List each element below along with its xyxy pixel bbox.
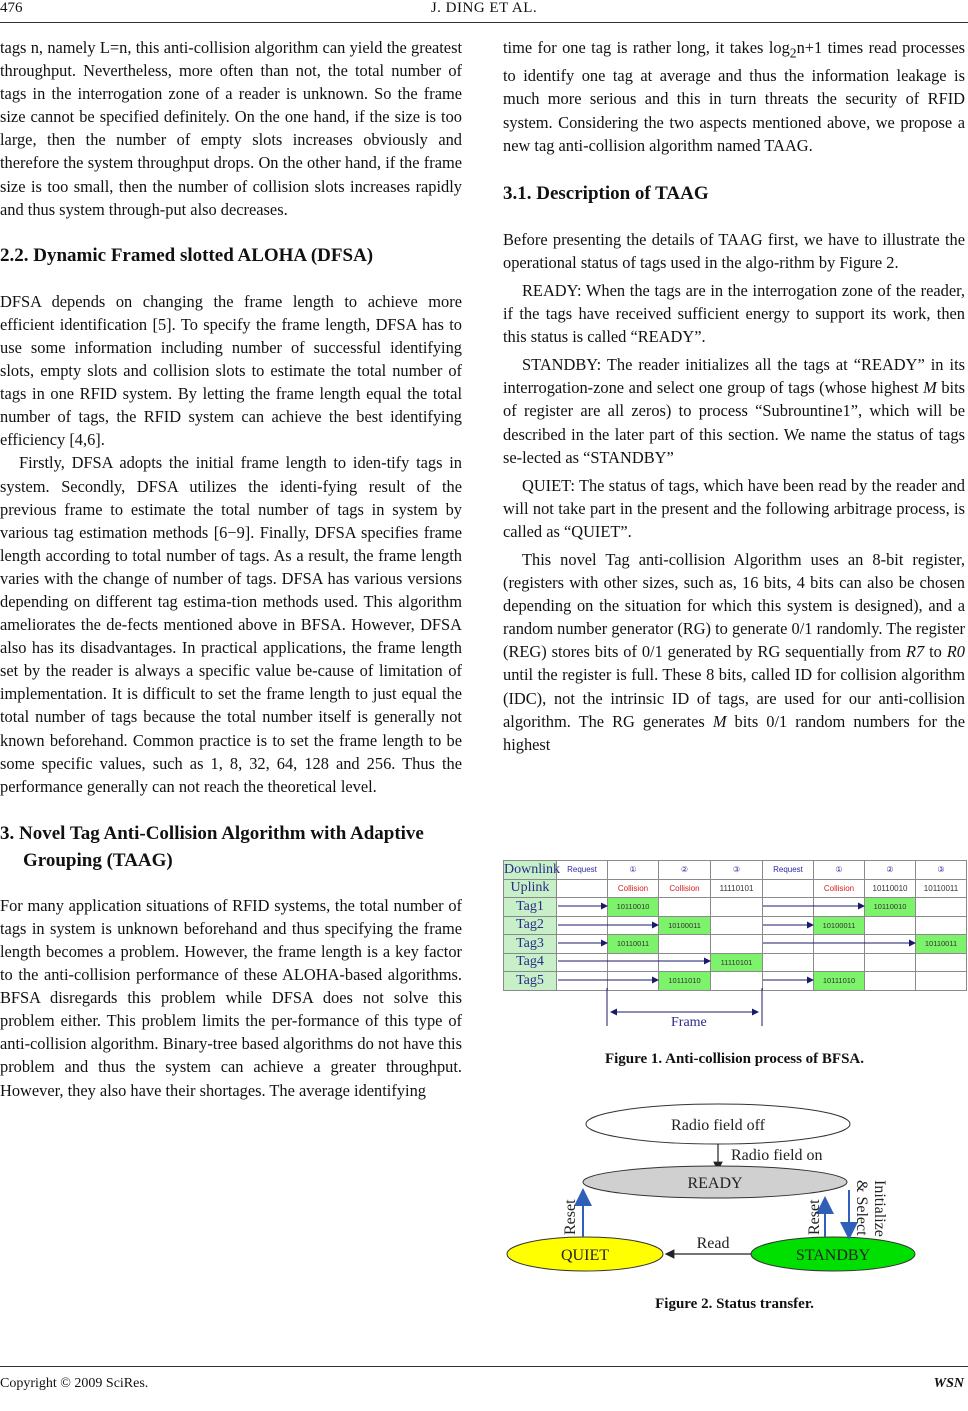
table-cell: ② [659, 861, 711, 880]
paragraph-dfsa-2: Firstly, DFSA adopts the initial frame length to iden-tify tags in system. Secondly, DFSA utilizes the identi-fying result of the previous frame to estimate the total number of tags in system by various tag estimation methods [6−9]. Finally, DFSA specifies frame length according to total number of tags. As a result, the frame length varies with the change of number of tags. DFSA has various versions depending on different tag estima-tion methods used. This algorithm ameliorates the de-fects mentioned above in BFSA. However, DFSA also has its disadvantages. In practical applications, the frame length set by the reader is always a specific value be-cause of limitation of implementation. It is difficult to set the frame length to just equal the total number of tags because the total number itself is generally not known beforehand. Common practice is to set the frame length to be some specific values, such as 1, 8, 32, 64, 128 and 256. Thus the performance generally can not reach the theoretical level. [0, 453, 462, 796]
table-cell: 10111010 [814, 972, 865, 991]
table-cell: 11110101 [711, 879, 763, 898]
reset-label-right: Reset [806, 1199, 823, 1235]
paragraph-quiet: QUIET: The status of tags, which have been read by the reader and will not take part in the present and the following arbitrage process, is called as “QUIET”. [503, 475, 965, 541]
table-cell: 10110010 [608, 898, 659, 917]
table-cell: 10100011 [814, 916, 865, 935]
paragraph-section-3: For many application situations of RFID systems, the total number of tags in system is unknown beforehand and thus specifying the frame length becomes a problem. However, the frame length is a key factor to the anti-collision performance of these ALOHA-based algorithms. BFSA disregards this problem while DFSA does not solve this problem either. This problem limits the per-formance of this type of anti-collision algorithm. Binary-tree based algorithms do not have this problem and thus the system can achieve a greater throughput. However, they also have their shortages. The average identifying [0, 895, 462, 1100]
row-label: Tag1 [504, 898, 557, 917]
journal-name: WSN [933, 1376, 964, 1391]
select-label: & Select [853, 1180, 870, 1236]
row-label: Uplink [504, 879, 557, 898]
heading-2-2: 2.2. Dynamic Framed slotted ALOHA (DFSA) [0, 244, 374, 266]
paragraph-3-1: Before presenting the details of TAAG first, we have to illustrate the operational status of tags used in the algo-rithm by Figure 2. [503, 229, 965, 272]
row-label: Tag2 [504, 916, 557, 935]
text-run: time for one tag is rather long, it takes log [503, 38, 790, 57]
row-label: Tag4 [504, 953, 557, 972]
initialize-label: Initialize [871, 1180, 888, 1237]
table-cell: ② [865, 861, 916, 880]
text-run: until the register is full. These 8 bits, called ID for collision algorithm (IDC), not the intrinsic ID of tags, are used for our anti-collision algorithm. The RG generates [503, 665, 965, 731]
table-cell: 10100011 [659, 916, 711, 935]
heading-3: 3. Novel Tag Anti-Collision Algorithm with Adaptive Grouping (TAAG) [0, 822, 424, 871]
radio-on-label: Radio field on [731, 1147, 823, 1164]
italic-run: M [712, 711, 727, 731]
table-cell: Collision [608, 879, 659, 898]
text-run: STANDBY: The reader initializes all the tags at “READY” in its interrogation-zone and select one group of tags (whose highest [503, 355, 965, 398]
left-column [0, 36, 462, 1102]
figure-2-caption: Figure 2. Status transfer. [655, 1296, 814, 1312]
read-label: Read [696, 1235, 730, 1252]
subscript: 2 [789, 45, 797, 61]
header-rule [0, 22, 968, 23]
table-cell: Request [763, 861, 814, 880]
ready-label: READY [687, 1175, 743, 1192]
table-cell: 11110101 [711, 953, 763, 972]
running-authors: J. DING ET AL. [430, 0, 538, 16]
table-cell: ① [608, 861, 659, 880]
table-cell: ① [814, 861, 865, 880]
frame-label: Frame [671, 1015, 707, 1030]
table-cell: 10110011 [916, 935, 967, 954]
copyright: Copyright © 2009 SciRes. [0, 1376, 149, 1391]
row-label: Downlink [504, 861, 557, 880]
paragraph-continued [503, 36, 965, 157]
table-cell: Collision [814, 879, 865, 898]
table-cell: ③ [916, 861, 967, 880]
frame-arrows-overlay [503, 860, 966, 1038]
table-cell: 10110011 [608, 935, 659, 954]
page-header [0, 0, 968, 24]
paragraph-dfsa-1: DFSA depends on changing the frame length to achieve more efficient identification [5]. To specify the frame length, DFSA has to use some information including number of successful identifying slots, empty slots and collision slots to estimate the total number of tags in one RFID system. By letting the frame length equal the total number of tags, the RFID system can achieve the best identifying efficiency [4,6]. [0, 291, 462, 450]
text-run: bits of register are all zeros) to process “Subrountine1”, which will be described in the later part of this section. We name the status of tags se-lected as “STANDBY” [503, 378, 965, 467]
status-transfer-svg [503, 1100, 966, 1280]
italic-run: M [923, 378, 937, 398]
table-cell: Collision [659, 879, 711, 898]
page-number: 476 [0, 0, 23, 16]
table-cell: ③ [711, 861, 763, 880]
figure-1-caption: Figure 1. Anti-collision process of BFSA. [604, 1051, 865, 1067]
heading-3-1: 3.1. Description of TAAG [503, 182, 709, 204]
table-cell: 10110010 [865, 879, 916, 898]
row-label: Tag5 [504, 972, 557, 991]
paragraph-ready: READY: When the tags are in the interrogation zone of the reader, if the tags have received sufficient energy to support its work, then this status is called “READY”. [503, 280, 965, 347]
figure-1-bfsa-diagram [503, 860, 966, 1038]
row-label: Tag3 [504, 935, 557, 954]
italic-run: R7 [906, 642, 925, 662]
quiet-label: QUIET [561, 1247, 609, 1264]
italic-run: R0 [946, 642, 965, 662]
text-run: n+1 times read processes to identify one tag at average and thus the information leakage is much more serious and this in turn threats the security of RFID system. Considering the two aspects mentioned above, we propose a new tag anti-collision algorithm named TAAG. [503, 38, 965, 155]
table-cell: Request [557, 861, 608, 880]
radio-off-label: Radio field off [671, 1117, 765, 1134]
table-cell: 10110011 [916, 879, 967, 898]
standby-label: STANDBY [795, 1247, 871, 1264]
right-column [503, 36, 965, 756]
table-cell: 10110010 [865, 898, 916, 917]
paragraph-standby [503, 353, 965, 468]
paragraph-intro: tags n, namely L=n, this anti-collision algorithm can yield the greatest throughput. Nevertheless, more often than not, the total number of tags in the interrogation zone of a reader is unknown. So the frame size cannot be specified definitely. On the one hand, if the size is too large, then the number of empty slots increases obviously and therefore the system throughput drops. On the other hand, if the frame size is too small, then the number of collision slots increases rapidly and thus system through-put also decreases. [0, 38, 462, 219]
text-run: to [924, 642, 947, 662]
reset-label-left: Reset [562, 1199, 579, 1235]
text-run: This novel Tag anti-collision Algorithm uses an 8-bit register, (registers with other sizes, such as, 16 bits, 4 bits can also be chosen depending on the situation for which this system is designed), and a random number generator (RG) to generate 0/1 randomly. The register (REG) stores bits of 0/1 generated by RG sequentially from [503, 549, 965, 662]
page-footer [0, 1366, 968, 1391]
paragraph-novel [503, 548, 965, 756]
table-cell: 10111010 [659, 972, 711, 991]
footer-rule [0, 1366, 968, 1367]
figure-2-status-diagram [503, 1100, 966, 1280]
text-run: bits 0/1 random numbers for the highest [503, 711, 965, 754]
